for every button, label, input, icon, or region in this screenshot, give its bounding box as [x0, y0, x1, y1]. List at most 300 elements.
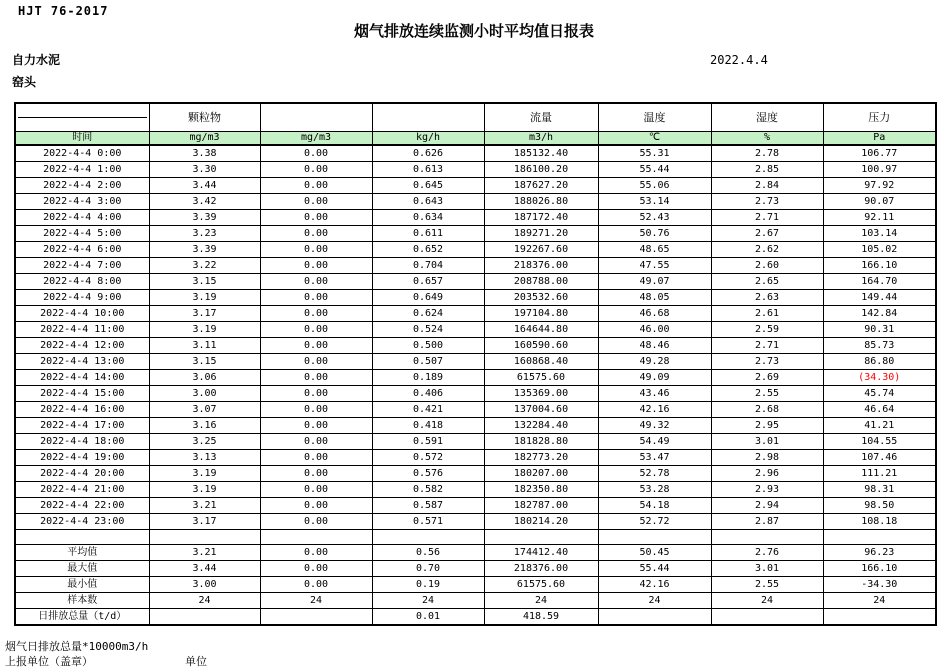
- time-cell: 2022-4-4 21:00: [15, 482, 149, 498]
- value-cell: 0.00: [260, 402, 372, 418]
- table-row: [15, 322, 936, 338]
- value-cell: 0.00: [260, 370, 372, 386]
- value-cell: 47.55: [598, 258, 711, 274]
- time-header-top: [18, 104, 147, 118]
- value-cell: 3.19: [149, 482, 260, 498]
- summary-row: [15, 545, 936, 561]
- value-cell: 0.00: [260, 274, 372, 290]
- value-cell: 0.00: [260, 338, 372, 354]
- value-cell: 3.38: [149, 145, 260, 162]
- table-row: [15, 466, 936, 482]
- summary-value: 0.56: [372, 545, 484, 561]
- time-cell: 2022-4-4 9:00: [15, 290, 149, 306]
- table-row: [15, 370, 936, 386]
- value-cell: 0.576: [372, 466, 484, 482]
- value-cell: 98.50: [823, 498, 936, 514]
- time-cell: 2022-4-4 5:00: [15, 226, 149, 242]
- value-cell: 182773.20: [484, 450, 598, 466]
- value-cell: 187172.40: [484, 210, 598, 226]
- col-header-particulate: 颗粒物: [149, 103, 260, 132]
- value-cell: 181828.80: [484, 434, 598, 450]
- value-cell: 2.55: [711, 386, 823, 402]
- summary-value: 2.76: [711, 545, 823, 561]
- page-title: 烟气排放连续监测小时平均值日报表: [353, 22, 594, 40]
- value-cell: 90.31: [823, 322, 936, 338]
- value-cell: 2.85: [711, 162, 823, 178]
- value-cell: 0.00: [260, 354, 372, 370]
- table-row: [15, 178, 936, 194]
- value-cell: 100.97: [823, 162, 936, 178]
- value-cell: 55.31: [598, 145, 711, 162]
- table-row: [15, 258, 936, 274]
- empty-cell: [260, 530, 372, 545]
- summary-row: [15, 609, 936, 626]
- value-cell: 0.00: [260, 482, 372, 498]
- time-cell: 2022-4-4 16:00: [15, 402, 149, 418]
- summary-label: 日排放总量（t/d）: [15, 609, 149, 626]
- value-cell: 3.39: [149, 242, 260, 258]
- value-cell: 3.15: [149, 274, 260, 290]
- time-cell: 2022-4-4 15:00: [15, 386, 149, 402]
- summary-value: 218376.00: [484, 561, 598, 577]
- value-cell: 164.70: [823, 274, 936, 290]
- value-cell: 41.21: [823, 418, 936, 434]
- value-cell: 111.21: [823, 466, 936, 482]
- time-cell: 2022-4-4 12:00: [15, 338, 149, 354]
- value-cell: 2.67: [711, 226, 823, 242]
- summary-value: 0.01: [372, 609, 484, 626]
- value-cell: 105.02: [823, 242, 936, 258]
- value-cell: 0.00: [260, 434, 372, 450]
- summary-value: 24: [260, 593, 372, 609]
- value-cell: 3.17: [149, 306, 260, 322]
- summary-value: 166.10: [823, 561, 936, 577]
- value-cell: 0.189: [372, 370, 484, 386]
- value-cell: 0.421: [372, 402, 484, 418]
- group-header-row: [15, 103, 936, 132]
- value-cell: 97.92: [823, 178, 936, 194]
- value-cell: 48.05: [598, 290, 711, 306]
- summary-value: 0.70: [372, 561, 484, 577]
- value-cell: 2.73: [711, 354, 823, 370]
- value-cell: 203532.60: [484, 290, 598, 306]
- summary-value: 96.23: [823, 545, 936, 561]
- doc-standard-code: HJT 76-2017: [18, 4, 109, 18]
- value-cell: 2.73: [711, 194, 823, 210]
- time-cell: 2022-4-4 11:00: [15, 322, 149, 338]
- summary-value: 50.45: [598, 545, 711, 561]
- summary-value: 3.00: [149, 577, 260, 593]
- value-cell: 0.571: [372, 514, 484, 530]
- value-cell: (34.30): [823, 370, 936, 386]
- value-cell: 106.77: [823, 145, 936, 162]
- table-row: [15, 514, 936, 530]
- value-cell: 2.95: [711, 418, 823, 434]
- value-cell: 0.524: [372, 322, 484, 338]
- table-row: [15, 498, 936, 514]
- summary-value: 418.59: [484, 609, 598, 626]
- summary-value: 24: [149, 593, 260, 609]
- table-row: [15, 434, 936, 450]
- empty-cell: [711, 530, 823, 545]
- table-row: [15, 306, 936, 322]
- value-cell: 182350.80: [484, 482, 598, 498]
- value-cell: 108.18: [823, 514, 936, 530]
- value-cell: 3.00: [149, 386, 260, 402]
- value-cell: 3.44: [149, 178, 260, 194]
- value-cell: 160590.60: [484, 338, 598, 354]
- unit-mg-m3-1: mg/m3: [149, 132, 260, 146]
- summary-value: 0.00: [260, 577, 372, 593]
- value-cell: 90.07: [823, 194, 936, 210]
- value-cell: 0.704: [372, 258, 484, 274]
- table-row: [15, 226, 936, 242]
- time-cell: 2022-4-4 18:00: [15, 434, 149, 450]
- value-cell: 2.59: [711, 322, 823, 338]
- value-cell: 0.00: [260, 145, 372, 162]
- value-cell: 132284.40: [484, 418, 598, 434]
- value-cell: 0.500: [372, 338, 484, 354]
- value-cell: 189271.20: [484, 226, 598, 242]
- unit-kg-h: kg/h: [372, 132, 484, 146]
- value-cell: 2.71: [711, 210, 823, 226]
- footer-note: 烟气日排放总量*10000m3/h: [5, 640, 149, 653]
- value-cell: 3.13: [149, 450, 260, 466]
- value-cell: 46.68: [598, 306, 711, 322]
- value-cell: 2.78: [711, 145, 823, 162]
- value-cell: 54.18: [598, 498, 711, 514]
- station-name: 窑头: [12, 75, 37, 89]
- value-cell: 3.23: [149, 226, 260, 242]
- value-cell: 3.19: [149, 322, 260, 338]
- col-header-humidity: 湿度: [711, 103, 823, 132]
- value-cell: 52.72: [598, 514, 711, 530]
- value-cell: 0.613: [372, 162, 484, 178]
- value-cell: 0.645: [372, 178, 484, 194]
- time-cell: 2022-4-4 20:00: [15, 466, 149, 482]
- value-cell: 2.68: [711, 402, 823, 418]
- value-cell: 188026.80: [484, 194, 598, 210]
- summary-label: 最小值: [15, 577, 149, 593]
- table-row: [15, 274, 936, 290]
- summary-value: 24: [484, 593, 598, 609]
- empty-cell: [484, 530, 598, 545]
- value-cell: 3.17: [149, 514, 260, 530]
- summary-value: [260, 609, 372, 626]
- summary-row: [15, 593, 936, 609]
- unit-pa: Pa: [823, 132, 936, 146]
- value-cell: 48.65: [598, 242, 711, 258]
- empty-cell: [823, 530, 936, 545]
- value-cell: 0.652: [372, 242, 484, 258]
- time-cell: 2022-4-4 19:00: [15, 450, 149, 466]
- value-cell: 3.15: [149, 354, 260, 370]
- separator-row: [15, 530, 936, 545]
- summary-value: 24: [372, 593, 484, 609]
- summary-value: 174412.40: [484, 545, 598, 561]
- value-cell: 2.62: [711, 242, 823, 258]
- value-cell: 52.43: [598, 210, 711, 226]
- time-cell: 2022-4-4 0:00: [15, 145, 149, 162]
- value-cell: 0.643: [372, 194, 484, 210]
- value-cell: 45.74: [823, 386, 936, 402]
- empty-cell: [372, 530, 484, 545]
- summary-label: 平均值: [15, 545, 149, 561]
- time-cell: 2022-4-4 22:00: [15, 498, 149, 514]
- summary-label: 最大值: [15, 561, 149, 577]
- value-cell: 187627.20: [484, 178, 598, 194]
- report-table: [14, 102, 937, 626]
- table-row: [15, 402, 936, 418]
- summary-value: [711, 609, 823, 626]
- empty-cell: [598, 530, 711, 545]
- value-cell: 0.406: [372, 386, 484, 402]
- value-cell: 0.587: [372, 498, 484, 514]
- report-date: 2022.4.4: [710, 53, 768, 67]
- value-cell: 52.78: [598, 466, 711, 482]
- value-cell: 49.28: [598, 354, 711, 370]
- time-cell: 2022-4-4 6:00: [15, 242, 149, 258]
- value-cell: 0.591: [372, 434, 484, 450]
- value-cell: 42.16: [598, 402, 711, 418]
- unit-percent: %: [711, 132, 823, 146]
- value-cell: 49.32: [598, 418, 711, 434]
- summary-value: 61575.60: [484, 577, 598, 593]
- value-cell: 0.572: [372, 450, 484, 466]
- value-cell: 3.42: [149, 194, 260, 210]
- value-cell: 160868.40: [484, 354, 598, 370]
- value-cell: 0.00: [260, 322, 372, 338]
- summary-value: 3.01: [711, 561, 823, 577]
- value-cell: 192267.60: [484, 242, 598, 258]
- value-cell: 2.98: [711, 450, 823, 466]
- time-cell: 2022-4-4 3:00: [15, 194, 149, 210]
- unit-celsius: ℃: [598, 132, 711, 146]
- value-cell: 0.649: [372, 290, 484, 306]
- summary-row: [15, 561, 936, 577]
- value-cell: 3.30: [149, 162, 260, 178]
- value-cell: 3.39: [149, 210, 260, 226]
- value-cell: 61575.60: [484, 370, 598, 386]
- company-name: 自力水泥: [12, 53, 61, 67]
- time-cell: 2022-4-4 13:00: [15, 354, 149, 370]
- summary-value: 0.00: [260, 561, 372, 577]
- data-rows: [15, 145, 936, 625]
- value-cell: 3.06: [149, 370, 260, 386]
- value-cell: 53.14: [598, 194, 711, 210]
- value-cell: 0.00: [260, 242, 372, 258]
- value-cell: 0.626: [372, 145, 484, 162]
- col-header-blank-1: [260, 103, 372, 132]
- table-row: [15, 338, 936, 354]
- col-header-pressure: 压力: [823, 103, 936, 132]
- value-cell: 0.634: [372, 210, 484, 226]
- time-cell: 2022-4-4 1:00: [15, 162, 149, 178]
- table-row: [15, 354, 936, 370]
- value-cell: 3.25: [149, 434, 260, 450]
- summary-label: 样本数: [15, 593, 149, 609]
- value-cell: 3.22: [149, 258, 260, 274]
- table-row: [15, 290, 936, 306]
- value-cell: 164644.80: [484, 322, 598, 338]
- value-cell: 2.63: [711, 290, 823, 306]
- time-cell: 2022-4-4 17:00: [15, 418, 149, 434]
- summary-value: 55.44: [598, 561, 711, 577]
- summary-value: [823, 609, 936, 626]
- value-cell: 104.55: [823, 434, 936, 450]
- time-cell: 2022-4-4 23:00: [15, 514, 149, 530]
- value-cell: 2.93: [711, 482, 823, 498]
- table-row: [15, 450, 936, 466]
- summary-value: 3.21: [149, 545, 260, 561]
- value-cell: 103.14: [823, 226, 936, 242]
- value-cell: 0.624: [372, 306, 484, 322]
- value-cell: 0.507: [372, 354, 484, 370]
- value-cell: 3.01: [711, 434, 823, 450]
- value-cell: 2.69: [711, 370, 823, 386]
- value-cell: 43.46: [598, 386, 711, 402]
- value-cell: 46.00: [598, 322, 711, 338]
- value-cell: 49.07: [598, 274, 711, 290]
- value-cell: 180207.00: [484, 466, 598, 482]
- value-cell: 0.00: [260, 194, 372, 210]
- col-header-temperature: 温度: [598, 103, 711, 132]
- summary-value: 0.19: [372, 577, 484, 593]
- value-cell: 3.19: [149, 466, 260, 482]
- summary-value: 42.16: [598, 577, 711, 593]
- value-cell: 0.657: [372, 274, 484, 290]
- value-cell: 2.71: [711, 338, 823, 354]
- value-cell: 2.61: [711, 306, 823, 322]
- summary-value: 2.55: [711, 577, 823, 593]
- report-unit-label: 上报单位（盖章）: [5, 655, 93, 668]
- value-cell: 49.09: [598, 370, 711, 386]
- table-row: [15, 386, 936, 402]
- value-cell: 0.00: [260, 258, 372, 274]
- value-cell: 50.76: [598, 226, 711, 242]
- value-cell: 107.46: [823, 450, 936, 466]
- value-cell: 3.07: [149, 402, 260, 418]
- value-cell: 182787.00: [484, 498, 598, 514]
- time-header-cell: [15, 103, 149, 132]
- summary-value: -34.30: [823, 577, 936, 593]
- value-cell: 3.19: [149, 290, 260, 306]
- table-row: [15, 194, 936, 210]
- value-cell: 0.00: [260, 386, 372, 402]
- unit-m3-h: m3/h: [484, 132, 598, 146]
- value-cell: 2.84: [711, 178, 823, 194]
- summary-value: 0.00: [260, 545, 372, 561]
- value-cell: 0.00: [260, 418, 372, 434]
- value-cell: 186100.20: [484, 162, 598, 178]
- summary-value: 24: [598, 593, 711, 609]
- value-cell: 3.21: [149, 498, 260, 514]
- summary-value: [598, 609, 711, 626]
- value-cell: 0.00: [260, 466, 372, 482]
- value-cell: 46.64: [823, 402, 936, 418]
- value-cell: 0.00: [260, 450, 372, 466]
- time-cell: 2022-4-4 7:00: [15, 258, 149, 274]
- value-cell: 3.11: [149, 338, 260, 354]
- value-cell: 0.00: [260, 290, 372, 306]
- unit-label: 单位: [185, 655, 207, 668]
- summary-value: [149, 609, 260, 626]
- value-cell: 149.44: [823, 290, 936, 306]
- value-cell: 86.80: [823, 354, 936, 370]
- value-cell: 0.00: [260, 162, 372, 178]
- unit-mg-m3-2: mg/m3: [260, 132, 372, 146]
- value-cell: 218376.00: [484, 258, 598, 274]
- empty-cell: [149, 530, 260, 545]
- value-cell: 3.16: [149, 418, 260, 434]
- col-header-flow: 流量: [484, 103, 598, 132]
- value-cell: 54.49: [598, 434, 711, 450]
- col-header-blank-2: [372, 103, 484, 132]
- value-cell: 197104.80: [484, 306, 598, 322]
- value-cell: 2.65: [711, 274, 823, 290]
- value-cell: 85.73: [823, 338, 936, 354]
- time-cell: 2022-4-4 4:00: [15, 210, 149, 226]
- table-row: [15, 482, 936, 498]
- value-cell: 180214.20: [484, 514, 598, 530]
- table-row: [15, 210, 936, 226]
- value-cell: 2.94: [711, 498, 823, 514]
- value-cell: 208788.00: [484, 274, 598, 290]
- time-cell: 2022-4-4 2:00: [15, 178, 149, 194]
- unit-time: 时间: [15, 132, 149, 146]
- summary-row: [15, 577, 936, 593]
- time-header-bottom: [18, 118, 147, 131]
- value-cell: 0.00: [260, 178, 372, 194]
- value-cell: 2.96: [711, 466, 823, 482]
- table-row: [15, 418, 936, 434]
- value-cell: 0.00: [260, 306, 372, 322]
- value-cell: 137004.60: [484, 402, 598, 418]
- unit-header-row: [15, 132, 936, 146]
- summary-value: 24: [711, 593, 823, 609]
- value-cell: 98.31: [823, 482, 936, 498]
- value-cell: 55.06: [598, 178, 711, 194]
- value-cell: 92.11: [823, 210, 936, 226]
- time-cell: 2022-4-4 8:00: [15, 274, 149, 290]
- footer-report-unit-line: [5, 653, 505, 669]
- table-row: [15, 242, 936, 258]
- value-cell: 135369.00: [484, 386, 598, 402]
- value-cell: 2.87: [711, 514, 823, 530]
- empty-cell: [15, 530, 149, 545]
- value-cell: 0.00: [260, 498, 372, 514]
- value-cell: 0.00: [260, 514, 372, 530]
- table-row: [15, 145, 936, 162]
- time-cell: 2022-4-4 14:00: [15, 370, 149, 386]
- value-cell: 53.28: [598, 482, 711, 498]
- value-cell: 53.47: [598, 450, 711, 466]
- value-cell: 0.418: [372, 418, 484, 434]
- summary-value: 24: [823, 593, 936, 609]
- value-cell: 0.00: [260, 226, 372, 242]
- value-cell: 142.84: [823, 306, 936, 322]
- value-cell: 0.00: [260, 210, 372, 226]
- value-cell: 0.582: [372, 482, 484, 498]
- value-cell: 166.10: [823, 258, 936, 274]
- summary-value: 3.44: [149, 561, 260, 577]
- value-cell: 185132.40: [484, 145, 598, 162]
- value-cell: 48.46: [598, 338, 711, 354]
- value-cell: 0.611: [372, 226, 484, 242]
- value-cell: 55.44: [598, 162, 711, 178]
- table-row: [15, 162, 936, 178]
- value-cell: 2.60: [711, 258, 823, 274]
